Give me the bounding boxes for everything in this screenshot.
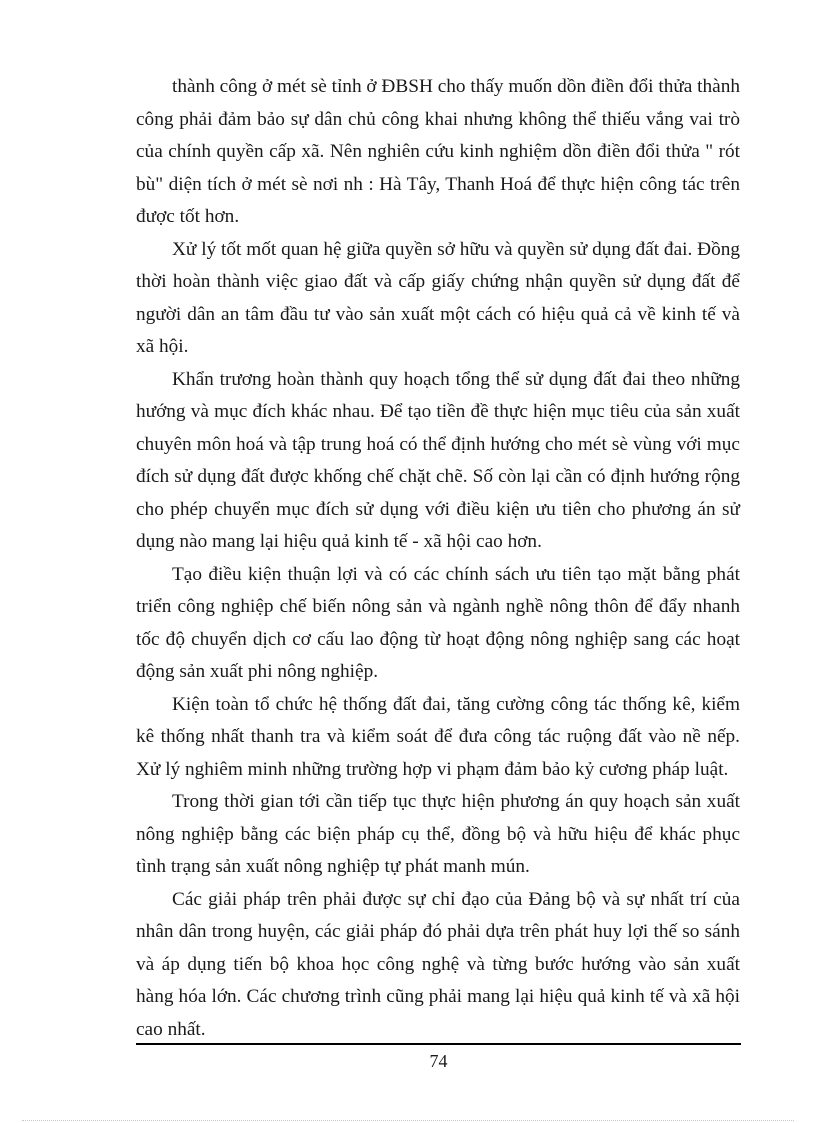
paragraph-3: Khẩn trương hoàn thành quy hoạch tổng thể sử dụng đất đai theo những hướng và mục đích khác nhau. Để tạo tiền đề thực hiện mục tiêu của sản xuất chuyên môn hoá và tập trung hoá có thể định hướng cho mét sè vùng với mục đích sử dụng đất được khống chế chặt chẽ. Số còn lại cần có định hướng rộng cho phép chuyển mục đích sử dụng với điều kiện ưu tiên cho phương án sử dụng nào mang lại hiệu quả kinh tế - xã hội cao hơn. — [136, 368, 740, 552]
body-text — [136, 71, 740, 1046]
paragraph-2: Xử lý tốt mốt quan hệ giữa quyền sở hữu và quyền sử dụng đất đai. Đồng thời hoàn thành việc giao đất và cấp giấy chứng nhận quyền sử dụng đất để người dân an tâm đầu tư vào sản xuất một cách có hiệu quả cả về kinh tế và xã hội. — [136, 238, 740, 357]
paragraph-6: Trong thời gian tới cần tiếp tục thực hiện phương án quy hoạch sản xuất nông nghiệp bằng các biện pháp cụ thể, đồng bộ và hữu hiệu để khác phục tình trạng sản xuất nông nghiệp tự phát manh mún. — [136, 791, 740, 877]
paragraph-4: Tạo điều kiện thuận lợi và có các chính sách ưu tiên tạo mặt bằng phát triển công nghiệp chế biến nông sản và ngành nghề nông thôn để đẩy nhanh tốc độ chuyển dịch cơ cấu lao động từ hoạt động nông nghiệp sang các hoạt động sản xuất phi nông nghiệp. — [136, 563, 740, 682]
paragraph-5: Kiện toàn tổ chức hệ thống đất đai, tăng cường công tác thống kê, kiểm kê thống nhất thanh tra và kiểm soát để đưa công tác ruộng đất vào nề nếp. Xử lý nghiêm minh những trường hợp vi phạm đảm bảo kỷ cương pháp luật. — [136, 693, 740, 780]
footer-divider — [136, 1043, 741, 1045]
paragraph-1: thành công ở mét sè tỉnh ở ĐBSH cho thấy muốn dồn điền đổi thửa thành công phải đảm bảo sự dân chủ công khai nhưng không thể thiếu vắng vai trò của chính quyền cấp xã. Nên nghiên cứu kinh nghiệm dồn điền đổi thửa " rót bù" diện tích ở mét sè nơi nh : Hà Tây, Thanh Hoá để thực hiện công tác trên được tốt hơn. — [136, 76, 740, 227]
page-bottom-border — [22, 1120, 794, 1121]
paragraph-7: Các giải pháp trên phải được sự chỉ đạo của Đảng bộ và sự nhất trí của nhân dân trong huyện, các giải pháp đó phải dựa trên phát huy lợi thế so sánh và áp dụng tiến bộ khoa học công nghệ và từng bước hướng vào sản xuất hàng hóa lớn. Các chương trình cũng phải mang lại hiệu quả kinh tế và xã hội cao nhất. — [136, 888, 740, 1040]
page-number: 74 — [429, 1051, 448, 1071]
